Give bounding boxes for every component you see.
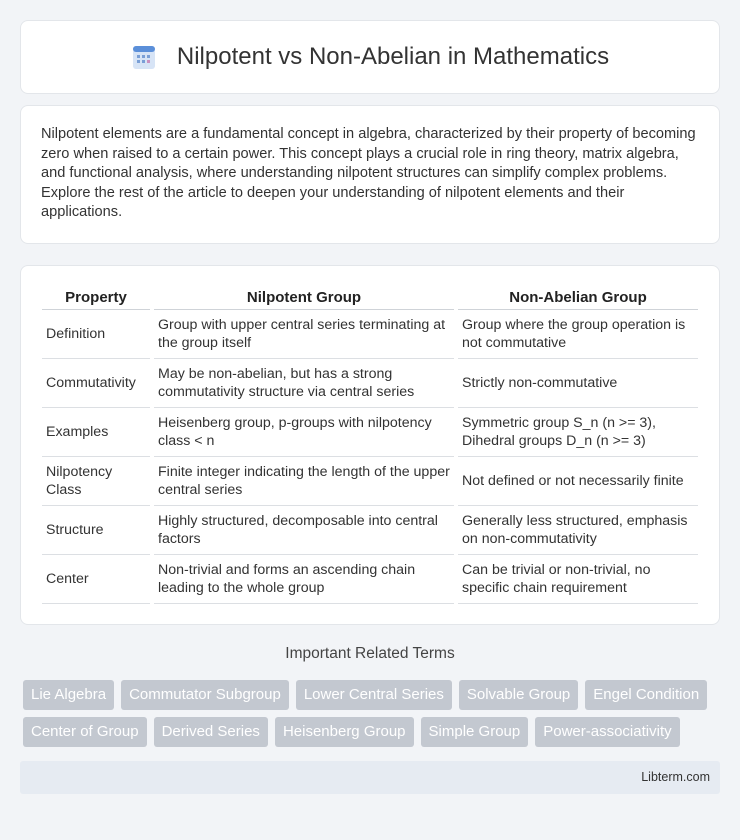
- tag-solvable-group[interactable]: Solvable Group: [459, 680, 578, 710]
- cell-non-abelian: Generally less structured, emphasis on non-commutativity: [458, 506, 698, 555]
- page-title: Nilpotent vs Non-Abelian in Mathematics: [176, 43, 610, 70]
- cell-property: Commutativity: [42, 359, 150, 408]
- cell-nilpotent: Finite integer indicating the length of the upper central series: [154, 457, 454, 506]
- tag-lower-central-series[interactable]: Lower Central Series: [296, 680, 452, 710]
- footer-site-link[interactable]: Libterm.com: [641, 770, 710, 784]
- tag-derived-series[interactable]: Derived Series: [154, 717, 268, 747]
- cell-property: Structure: [42, 506, 150, 555]
- cell-nilpotent: Heisenberg group, p-groups with nilpotency class < n: [154, 408, 454, 457]
- cell-non-abelian: Strictly non-commutative: [458, 359, 698, 408]
- page-header: [20, 20, 720, 94]
- tag-commutator-subgroup[interactable]: Commutator Subgroup: [121, 680, 289, 710]
- cell-non-abelian: Group where the group operation is not commutative: [458, 310, 698, 359]
- table-row: [42, 457, 698, 506]
- table-row: [42, 359, 698, 408]
- tag-heisenberg-group[interactable]: Heisenberg Group: [275, 717, 414, 747]
- cell-non-abelian: Can be trivial or non-trivial, no specific chain requirement: [458, 555, 698, 604]
- tag-center-of-group[interactable]: Center of Group: [23, 717, 147, 747]
- comparison-table: [38, 283, 702, 604]
- table-row: [42, 408, 698, 457]
- cell-non-abelian: Symmetric group S_n (n >= 3), Dihedral groups D_n (n >= 3): [458, 408, 698, 457]
- tag-power-associativity[interactable]: Power-associativity: [535, 717, 679, 747]
- footer: [20, 761, 720, 794]
- cell-non-abelian: Not defined or not necessarily finite: [458, 457, 698, 506]
- cell-property: Nilpotency Class: [42, 457, 150, 506]
- related-terms-tags: [20, 663, 720, 747]
- table-header-row: [42, 283, 698, 310]
- intro-paragraph: Nilpotent elements are a fundamental concept in algebra, characterized by their property of becoming zero when raised to a certain power. This concept plays a crucial role in ring theory, matrix algebra, and functional analysis, where understanding nilpotent structures can simplify complex problems. Explore the rest of the article to deepen your understanding of nilpotent elements and their applications.: [20, 105, 720, 244]
- table-row: [42, 555, 698, 604]
- cell-nilpotent: Highly structured, decomposable into central factors: [154, 506, 454, 555]
- document-list-icon: [131, 44, 157, 70]
- related-terms-heading: Important Related Terms: [285, 644, 455, 662]
- cell-property: Examples: [42, 408, 150, 457]
- table-row: [42, 310, 698, 359]
- tag-lie-algebra[interactable]: Lie Algebra: [23, 680, 114, 710]
- cell-property: Center: [42, 555, 150, 604]
- cell-nilpotent: Group with upper central series terminating at the group itself: [154, 310, 454, 359]
- tag-engel-condition[interactable]: Engel Condition: [585, 680, 707, 710]
- comparison-table-card: [20, 265, 720, 625]
- tag-simple-group[interactable]: Simple Group: [421, 717, 529, 747]
- cell-nilpotent: Non-trivial and forms an ascending chain leading to the whole group: [154, 555, 454, 604]
- cell-property: Definition: [42, 310, 150, 359]
- header-non-abelian: Non-Abelian Group: [458, 283, 698, 310]
- header-property: Property: [42, 283, 150, 310]
- table-row: [42, 506, 698, 555]
- header-nilpotent: Nilpotent Group: [154, 283, 454, 310]
- cell-nilpotent: May be non-abelian, but has a strong commutativity structure via central series: [154, 359, 454, 408]
